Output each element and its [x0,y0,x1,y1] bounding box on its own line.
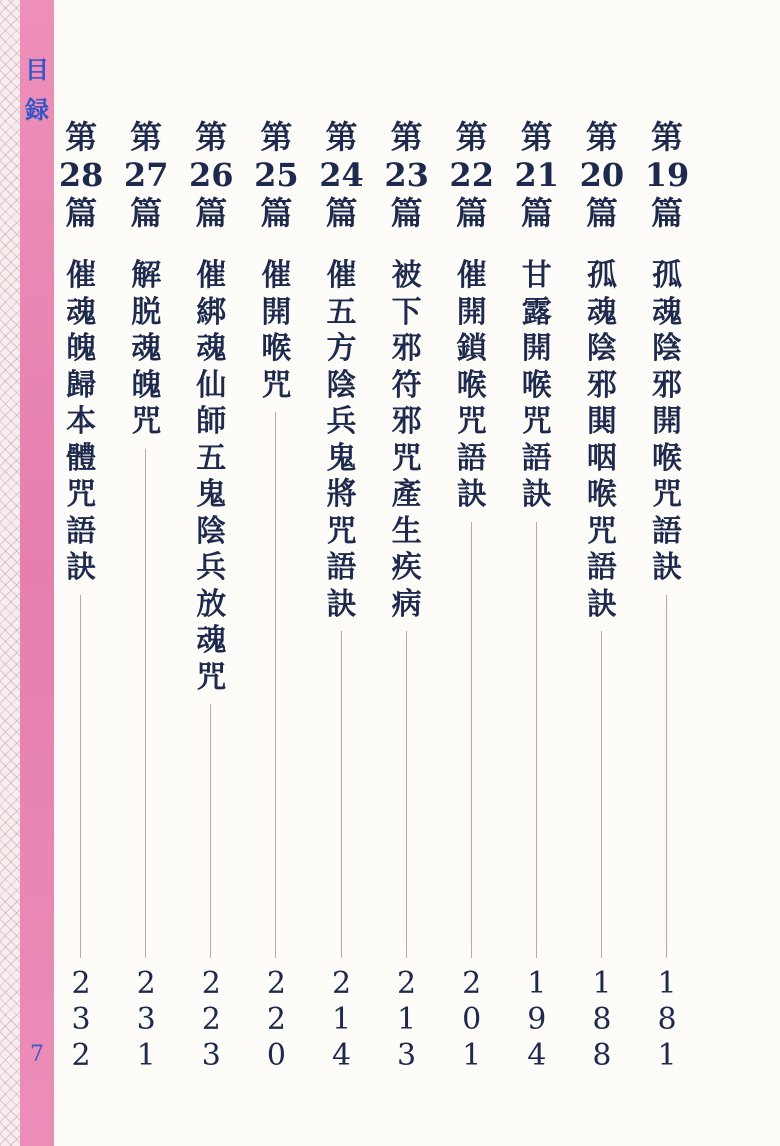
sidebar-band [20,0,54,1146]
chapter-title: 催 五 方 陰 兵 鬼 將 咒 語 訣 [326,258,357,622]
chapter-heading-part: 21 [514,156,560,194]
chapter-heading-part: 28 [58,156,104,194]
chapter-heading-part: 篇 [520,194,553,232]
toc-entry[interactable] [507,118,567,1078]
chapter-heading-part: 19 [644,156,690,194]
chapter-title: 甘 露 開 喉 咒 語 訣 [521,258,552,512]
chapter-heading-part: 第 [390,118,423,156]
chapter-heading-part: 第 [195,118,228,156]
chapter-heading [377,118,437,232]
chapter-heading-part: 25 [254,156,299,194]
chapter-heading-part: 第 [650,118,683,156]
toc-entry[interactable] [246,118,306,1078]
chapter-heading [442,118,502,232]
chapter-page-number: 2 0 1 [462,966,482,1073]
chapter-page-number: 2 2 3 [201,966,221,1073]
leader-line [666,595,667,959]
chapter-heading-part: 篇 [130,194,163,232]
toc-label-char: 目 [25,55,49,84]
toc-entry[interactable] [377,118,437,1078]
chapter-page-number: 1 9 4 [527,966,547,1073]
leader-line [145,449,146,959]
chapter-title: 催 開 喉 咒 [261,258,292,403]
chapter-heading-part: 篇 [65,194,98,232]
chapter-heading-part: 第 [585,118,618,156]
chapter-title: 催 開 鎖 喉 咒 語 訣 [456,258,487,512]
toc-entry[interactable] [637,118,697,1078]
chapter-page-number: 2 3 2 [71,966,91,1073]
chapter-heading-part: 篇 [325,194,358,232]
toc-entry[interactable] [181,118,241,1078]
chapter-heading-part: 篇 [390,194,423,232]
leader-line [341,631,342,958]
leader-line [536,522,537,959]
chapter-heading-part: 第 [455,118,488,156]
chapter-title: 孤 魂 陰 邪 閧 咽 喉 咒 語 訣 [586,258,617,622]
chapter-heading-part: 27 [123,156,169,194]
toc-entry[interactable] [312,118,372,1078]
chapter-heading [246,118,306,232]
chapter-page-number: 2 1 3 [397,966,417,1073]
chapter-heading-part: 24 [319,156,364,194]
leader-line [601,631,602,958]
chapter-title: 催 魂 魄 歸 本 體 咒 語 訣 [66,258,97,585]
chapter-title: 孤 魂 陰 邪 開 喉 咒 語 訣 [652,258,682,585]
chapter-title: 被 下 邪 符 邪 咒 產 生 疾 病 [391,258,422,622]
chapter-heading [637,118,697,232]
chapter-heading-part: 篇 [650,194,683,232]
chapter-page-number: 2 1 4 [331,966,352,1073]
leader-line [471,522,472,959]
chapter-page-number: 2 3 1 [136,966,156,1073]
chapter-title: 催 綁 魂 仙 師 五 鬼 陰 兵 放 魂 咒 [196,258,227,695]
chapter-heading-part: 第 [260,118,293,156]
leader-line [210,704,211,958]
chapter-heading-part: 第 [65,118,98,156]
chapter-heading-part: 22 [449,156,494,194]
leader-line [80,595,81,959]
chapter-heading-part: 第 [520,118,553,156]
decorative-border [0,0,22,1146]
chapter-heading [312,118,372,232]
leader-line [406,631,407,958]
toc-entry[interactable] [442,118,502,1078]
page-number: 7 [30,1042,44,1067]
chapter-heading [507,118,567,232]
chapter-heading-part: 第 [325,118,358,156]
toc-entry[interactable] [51,118,111,1078]
chapter-heading-part: 篇 [455,194,488,232]
toc-entry[interactable] [572,118,632,1078]
chapter-title: 解 脱 魂 魄 咒 [131,258,162,439]
chapter-page-number: 2 2 0 [266,966,286,1073]
chapter-heading [181,118,241,232]
leader-line [275,412,276,958]
chapter-page-number: 1 8 8 [592,966,612,1073]
toc-label [20,50,54,130]
chapter-heading [116,118,176,232]
chapter-heading-part: 26 [189,156,234,194]
chapter-heading [572,118,632,232]
chapter-heading-part: 23 [384,156,429,194]
chapter-heading-part: 20 [579,156,625,194]
chapter-heading-part: 第 [130,118,163,156]
chapter-heading [51,118,111,232]
chapter-heading-part: 篇 [260,194,293,232]
toc-label-char: 録 [25,95,49,124]
toc-entry[interactable] [116,118,176,1078]
chapter-heading-part: 篇 [585,194,618,232]
chapter-heading-part: 篇 [195,194,228,232]
chapter-page-number: 1 8 1 [657,966,677,1073]
